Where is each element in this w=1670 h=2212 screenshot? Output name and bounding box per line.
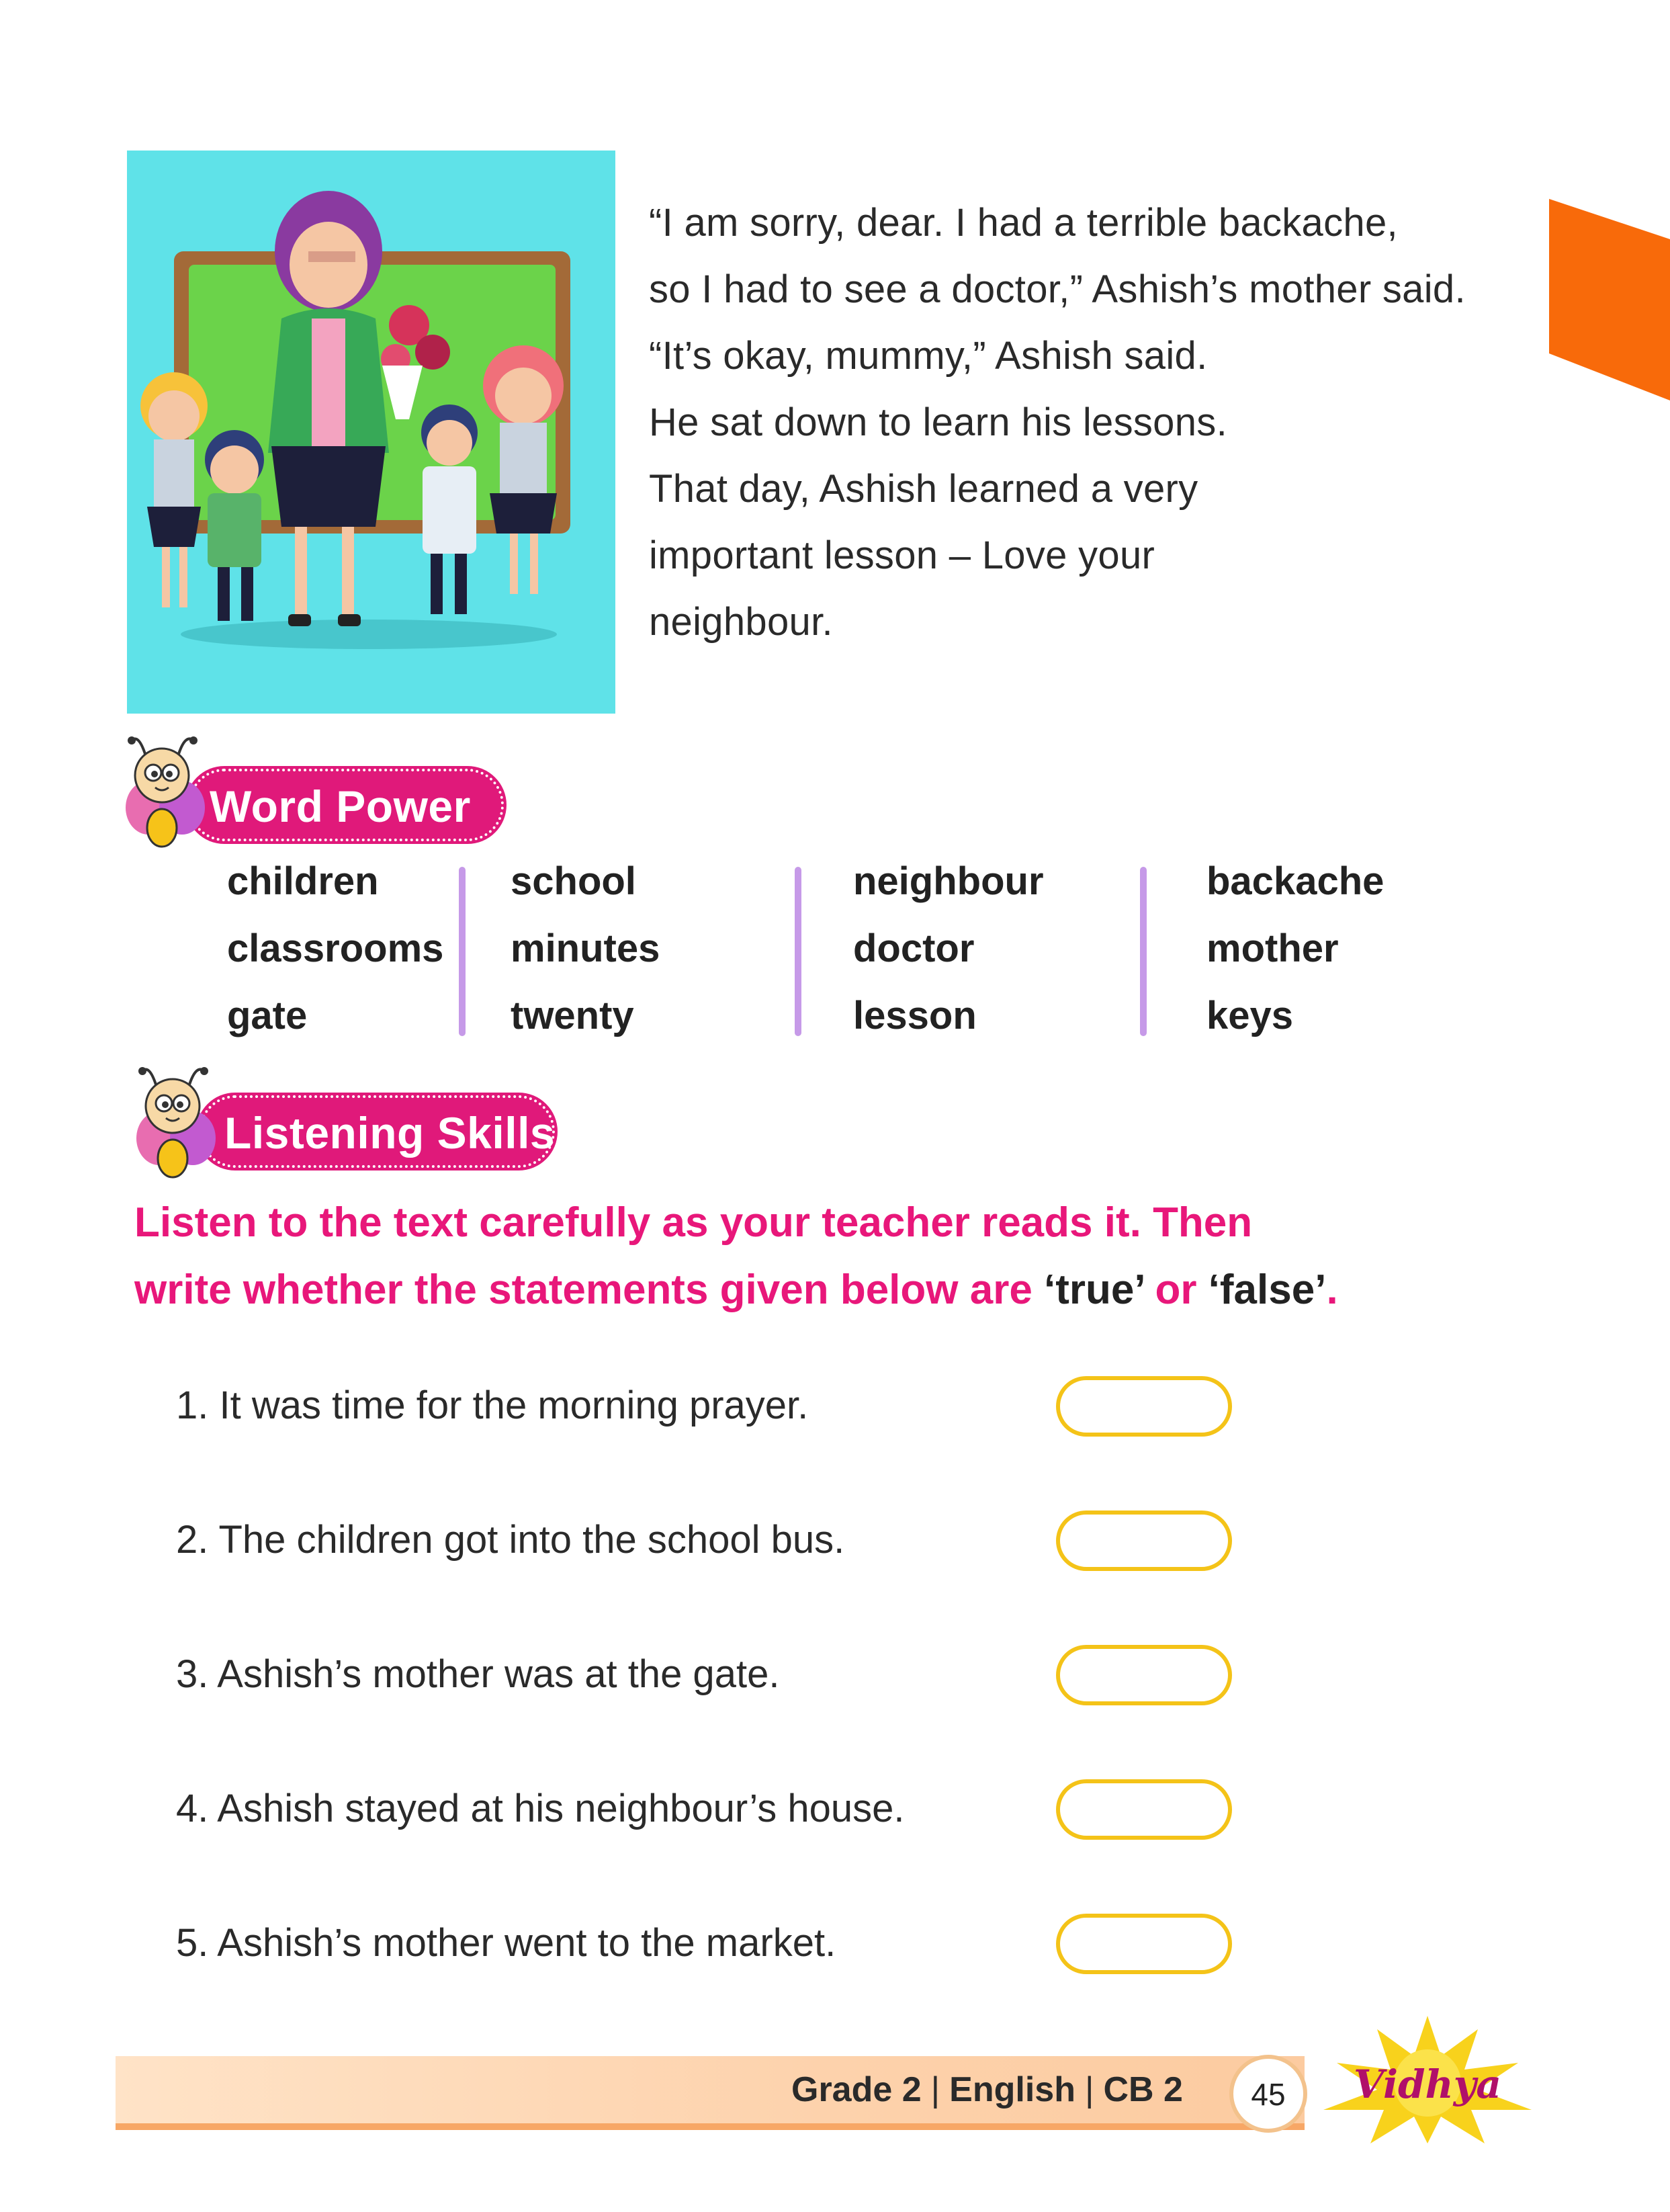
- bee-mascot-icon: [129, 1064, 223, 1185]
- answer-box-3[interactable]: [1056, 1645, 1232, 1705]
- listening-skills-pill: [199, 1095, 555, 1168]
- bee-mascot-icon: [118, 734, 212, 855]
- word-item: mother: [1206, 927, 1339, 970]
- word-column-2: [511, 848, 660, 1050]
- listening-skills-heading: [129, 1064, 586, 1158]
- instruction-line-1: Listen to the text carefully as your teacher reads it. Then: [134, 1199, 1253, 1246]
- instruction-end: .: [1326, 1267, 1338, 1313]
- word-item: backache: [1206, 859, 1385, 903]
- word-item: minutes: [511, 927, 660, 970]
- word-power-heading: [118, 734, 521, 831]
- statement-3: 3. Ashish’s mother was at the gate.: [176, 1652, 780, 1696]
- instruction-true: ‘true’: [1044, 1267, 1144, 1313]
- column-divider: [1140, 867, 1147, 1036]
- instruction-text: write whether the statements given below are: [134, 1267, 1045, 1313]
- statement-2: 2. The children got into the school bus.: [176, 1518, 845, 1562]
- story-line: He sat down to learn his lessons.: [649, 400, 1228, 444]
- column-divider: [459, 867, 466, 1036]
- answer-box-4[interactable]: [1056, 1779, 1232, 1840]
- story-line: important lesson – Love your: [649, 534, 1155, 577]
- story-line: “It’s okay, mummy,” Ashish said.: [649, 334, 1208, 378]
- answer-box-1[interactable]: [1056, 1376, 1232, 1437]
- instruction-or: or: [1143, 1267, 1208, 1313]
- footer-grade: Grade 2: [791, 2070, 922, 2109]
- story-line: so I had to see a doctor,” Ashish’s mother said.: [649, 267, 1466, 311]
- story-text: [649, 189, 1589, 655]
- page-number: 45: [1251, 2077, 1286, 2112]
- answer-box-5[interactable]: [1056, 1914, 1232, 1974]
- footer-book: CB 2: [1103, 2070, 1183, 2109]
- word-item: neighbour: [853, 859, 1044, 903]
- logo-text: Vidhya: [1353, 2061, 1502, 2107]
- word-item: children: [227, 859, 379, 903]
- word-power-title: Word Power: [210, 781, 471, 831]
- footer-subject: English: [949, 2070, 1075, 2109]
- statement-1: 1. It was time for the morning prayer.: [176, 1384, 809, 1427]
- page-number-badge: [1229, 2055, 1307, 2133]
- instruction-false: ‘false’: [1208, 1267, 1327, 1313]
- word-item: keys: [1206, 994, 1294, 1037]
- word-column-1: [227, 848, 443, 1050]
- word-item: classrooms: [227, 927, 444, 970]
- listening-skills-title: Listening Skills: [224, 1108, 556, 1158]
- statement-5: 5. Ashish’s mother went to the market.: [176, 1921, 836, 1965]
- statement-4: 4. Ashish stayed at his neighbour’s house.: [176, 1787, 905, 1830]
- listening-instruction: [134, 1189, 1545, 1324]
- column-divider: [795, 867, 801, 1036]
- story-line: That day, Ashish learned a very: [649, 467, 1198, 511]
- footer-text: [791, 2070, 1183, 2110]
- footer-separator: |: [930, 2070, 940, 2109]
- word-item: twenty: [511, 994, 634, 1037]
- story-line: neighbour.: [649, 600, 833, 644]
- word-item: lesson: [853, 994, 977, 1037]
- vidhya-logo: [1317, 2009, 1538, 2143]
- word-power-pill: [188, 769, 504, 841]
- footer-separator: |: [1084, 2070, 1094, 2109]
- word-column-4: [1206, 848, 1384, 1050]
- answer-box-2[interactable]: [1056, 1511, 1232, 1571]
- footer-line: [116, 2123, 1305, 2130]
- word-item: school: [511, 859, 636, 903]
- word-column-3: [853, 848, 1044, 1050]
- story-line: “I am sorry, dear. I had a terrible backache,: [649, 201, 1398, 245]
- word-item: gate: [227, 994, 308, 1037]
- instruction-line-2: [134, 1257, 1545, 1324]
- teacher-children-illustration: [127, 151, 615, 714]
- word-item: doctor: [853, 927, 975, 970]
